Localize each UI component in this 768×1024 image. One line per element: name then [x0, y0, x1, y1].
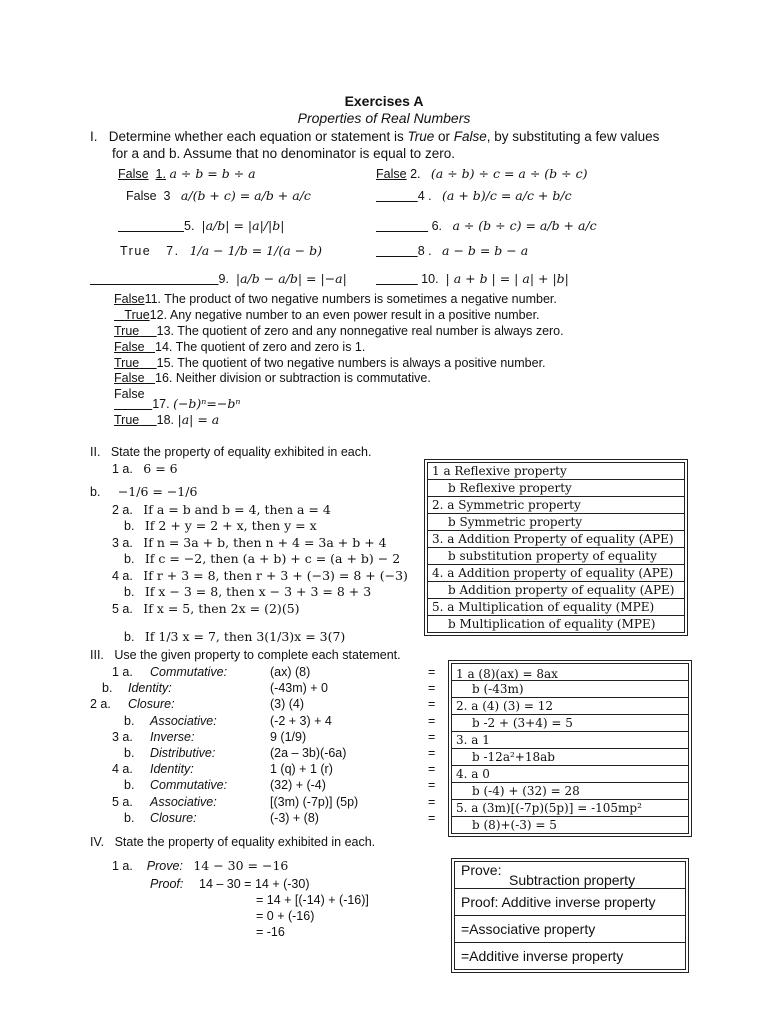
part1-heading: I. Determine whether each equation or statement is True or False, by substituting a few values — [90, 129, 660, 144]
p3-prop-2b: Associative: — [150, 714, 217, 728]
p3-prop-1b: Identity: — [128, 681, 172, 695]
eq-sign: = — [428, 778, 436, 792]
p3-label-2a: 2 a. — [90, 697, 111, 711]
p4-answer-line3: =Additive inverse property — [461, 948, 624, 964]
p3-prop-4b: Commutative: — [150, 778, 228, 792]
p3-answer-2a: 2. a (4) (3) = 12 — [452, 698, 688, 715]
p2-answer-3b: b substitution property of equality — [428, 548, 684, 565]
p2-answer-2a: 2. a Symmetric property — [428, 497, 684, 514]
part2-heading: II. State the property of equality exhibited in each. — [90, 445, 372, 459]
p2-answer-4b: b Addition property of equality (APE) — [428, 582, 684, 599]
eq-sign: = — [428, 762, 436, 776]
eq-sign: = — [428, 714, 436, 728]
exercise-subtitle: Properties of Real Numbers — [297, 110, 471, 126]
p4-answer-prove: Prove: Subtraction property — [455, 862, 685, 889]
item-6: 6. a ÷ (b ÷ c) = a/b + a/c — [431, 218, 597, 233]
p3-answer-2b: b -2 + (3+4) = 5 — [452, 715, 688, 732]
p3-answer-3b: b -12a²+18ab — [452, 749, 688, 766]
p4-answer-proof: Proof: Additive inverse property — [455, 889, 685, 916]
p3-expr-5a: [(3m) (-7p)] (5p) — [270, 795, 359, 809]
item-16: False 16. Neither division or subtraction is commutative. — [114, 371, 431, 385]
eq-sign: = — [428, 730, 436, 744]
p3-label-2b: b. — [124, 714, 135, 728]
item-5: 5. |a/b| = |a|/|b| — [184, 218, 285, 233]
item-14: False 14. The quotient of zero and zero is 1. — [114, 340, 366, 354]
item-10: 10. | a + b | = | a| + |b| — [421, 271, 569, 286]
p3-label-1a: 1 a. — [112, 665, 133, 679]
p3-answer-1a: 1 a (8)(ax) = 8ax — [452, 664, 688, 681]
eq-sign: = — [428, 681, 436, 695]
p2-5a: 5 a. If x = 5, then 2x = (2)(5) — [112, 601, 300, 616]
p3-label-5a: 5 a. — [112, 795, 133, 809]
p3-prop-3a: Inverse: — [150, 730, 195, 744]
p2-2a: 2 a. If a = b and b = 4, then a = 4 — [112, 502, 331, 517]
p3-prop-3b: Distributive: — [150, 746, 216, 760]
part2-answer-box — [427, 462, 685, 633]
p3-prop-4a: Identity: — [150, 762, 194, 776]
p2-5b: b. If 1/3 x = 7, then 3(1/3)x = 3(7) — [124, 629, 346, 644]
item-12: True12. Any negative number to an even power result in a positive number. — [124, 308, 540, 322]
part1-heading-line2: for a and b. Assume that no denominator is equal to zero. — [112, 146, 455, 161]
p3-answer-3a: 3. a 1 — [452, 732, 688, 749]
p4-proof-line-3: = 0 + (-16) — [256, 909, 315, 923]
p3-answer-5a: 5. a (3m)[(-7p)(5p)] = -105mp² — [452, 800, 688, 817]
part4-heading: IV. State the property of equality exhibited in each. — [90, 835, 376, 849]
p2-3b: b. If c = −2, then (a + b) + c = (a + b) − 2 — [124, 551, 401, 566]
p3-prop-5b: Closure: — [150, 811, 197, 825]
item-8: 8 . a − b = b − a — [417, 243, 529, 258]
eq-sign: = — [428, 665, 436, 679]
item-18: True 18. |a| = a — [114, 412, 220, 427]
part3-answer-box — [451, 663, 689, 834]
p3-expr-3b: (2a – 3b)(-6a) — [270, 746, 347, 760]
eq-sign: = — [428, 697, 436, 711]
p3-expr-1b: (-43m) + 0 — [270, 681, 329, 695]
p2-1a: 1 a. 6 = 6 — [112, 461, 178, 476]
part3-heading: III. Use the given property to complete each statement. — [90, 648, 401, 662]
item-3: False 3 a/(b + c) = a/b + a/c — [126, 188, 311, 203]
item-17: 17. (−b)ⁿ=−bⁿ — [152, 396, 241, 411]
p3-label-1b: b. — [102, 681, 113, 695]
exercise-title: Exercises A — [344, 93, 424, 109]
p3-prop-5a: Associative: — [150, 795, 217, 809]
item-9: 9. |a/b − a/b| = |−a| — [218, 271, 347, 286]
p2-answer-1a: 1 a Reflexive property — [428, 463, 684, 480]
p3-prop-2a: Closure: — [128, 697, 175, 711]
p3-prop-1a: Commutative: — [150, 665, 228, 679]
p4-proof-line-2: = 14 + [(-14) + (-16)] — [256, 893, 369, 907]
p3-expr-4b: (32) + (-4) — [270, 778, 326, 792]
p3-label-5b: b. — [124, 811, 135, 825]
item-11: False11. The product of two negative numbers is sometimes a negative number. — [114, 292, 557, 306]
p3-expr-5b: (-3) + (8) — [270, 811, 319, 825]
item-7: True 7. 1/a − 1/b = 1/(a − b) — [120, 243, 322, 258]
eq-sign: = — [428, 811, 436, 825]
p2-4b: b. If x − 3 = 8, then x − 3 + 3 = 8 + 3 — [124, 584, 372, 599]
p2-3a: 3 a. If n = 3a + b, then n + 4 = 3a + b + 4 — [112, 535, 387, 550]
p3-expr-1a: (ax) (8) — [270, 665, 311, 679]
p3-label-3b: b. — [124, 746, 135, 760]
p4-proof-line-1: 14 – 30 = 14 + (-30) — [199, 877, 310, 891]
p2-1b: b. −1/6 = −1/6 — [90, 484, 198, 499]
p3-label-3a: 3 a. — [112, 730, 133, 744]
item-15: True 15. The quotient of two negative numbers is always a positive number. — [114, 356, 546, 370]
p3-answer-4b: b (-4) + (32) = 28 — [452, 783, 688, 800]
p3-answer-5b: b (8)+(-3) = 5 — [472, 818, 557, 832]
p4-answer-line2: =Associative property — [455, 916, 685, 943]
p3-label-4b: b. — [124, 778, 135, 792]
p3-label-4a: 4 a. — [112, 762, 133, 776]
eq-sign: = — [428, 746, 436, 760]
p4-prove: 1 a. Prove: 14 − 30 = −16 — [112, 858, 289, 873]
p2-answer-5b: b Multiplication of equality (MPE) — [448, 617, 656, 631]
item-13: True 13. The quotient of zero and any nonnegative real number is always zero. — [114, 324, 564, 338]
eq-sign: = — [428, 795, 436, 809]
p2-answer-2b: b Symmetric property — [428, 514, 684, 531]
p2-answer-4a: 4. a Addition property of equality (APE) — [428, 565, 684, 582]
part4-answer-box — [454, 861, 686, 970]
item-2: False 2. (a ÷ b) ÷ c = a ÷ (b ÷ c) — [376, 166, 588, 181]
p3-answer-1b: b (-43m) — [452, 681, 688, 698]
p2-2b: b. If 2 + y = 2 + x, then y = x — [124, 518, 317, 533]
p2-answer-1b: b Reflexive property — [428, 480, 684, 497]
p2-answer-5a: 5. a Multiplication of equality (MPE) — [428, 599, 684, 616]
p3-expr-2a: (3) (4) — [270, 697, 305, 711]
p3-expr-3a: 9 (1/9) — [270, 730, 307, 744]
item-4: 4 . (a + b)/c = a/c + b/c — [417, 188, 572, 203]
p2-answer-3a: 3. a Addition Property of equality (APE) — [428, 531, 684, 548]
p3-expr-2b: (-2 + 3) + 4 — [270, 714, 332, 728]
item-17-answer: False — [114, 387, 145, 401]
p2-4a: 4 a. If r + 3 = 8, then r + 3 + (−3) = 8 + (−3) — [112, 568, 408, 583]
item-1: False 1. a ÷ b = b ÷ a — [118, 166, 256, 181]
p3-expr-4a: 1 (q) + 1 (r) — [270, 762, 333, 776]
p4-proof-label: Proof: — [150, 877, 184, 891]
p4-proof-line-4: = -16 — [256, 925, 285, 939]
p3-answer-4a: 4. a 0 — [452, 766, 688, 783]
